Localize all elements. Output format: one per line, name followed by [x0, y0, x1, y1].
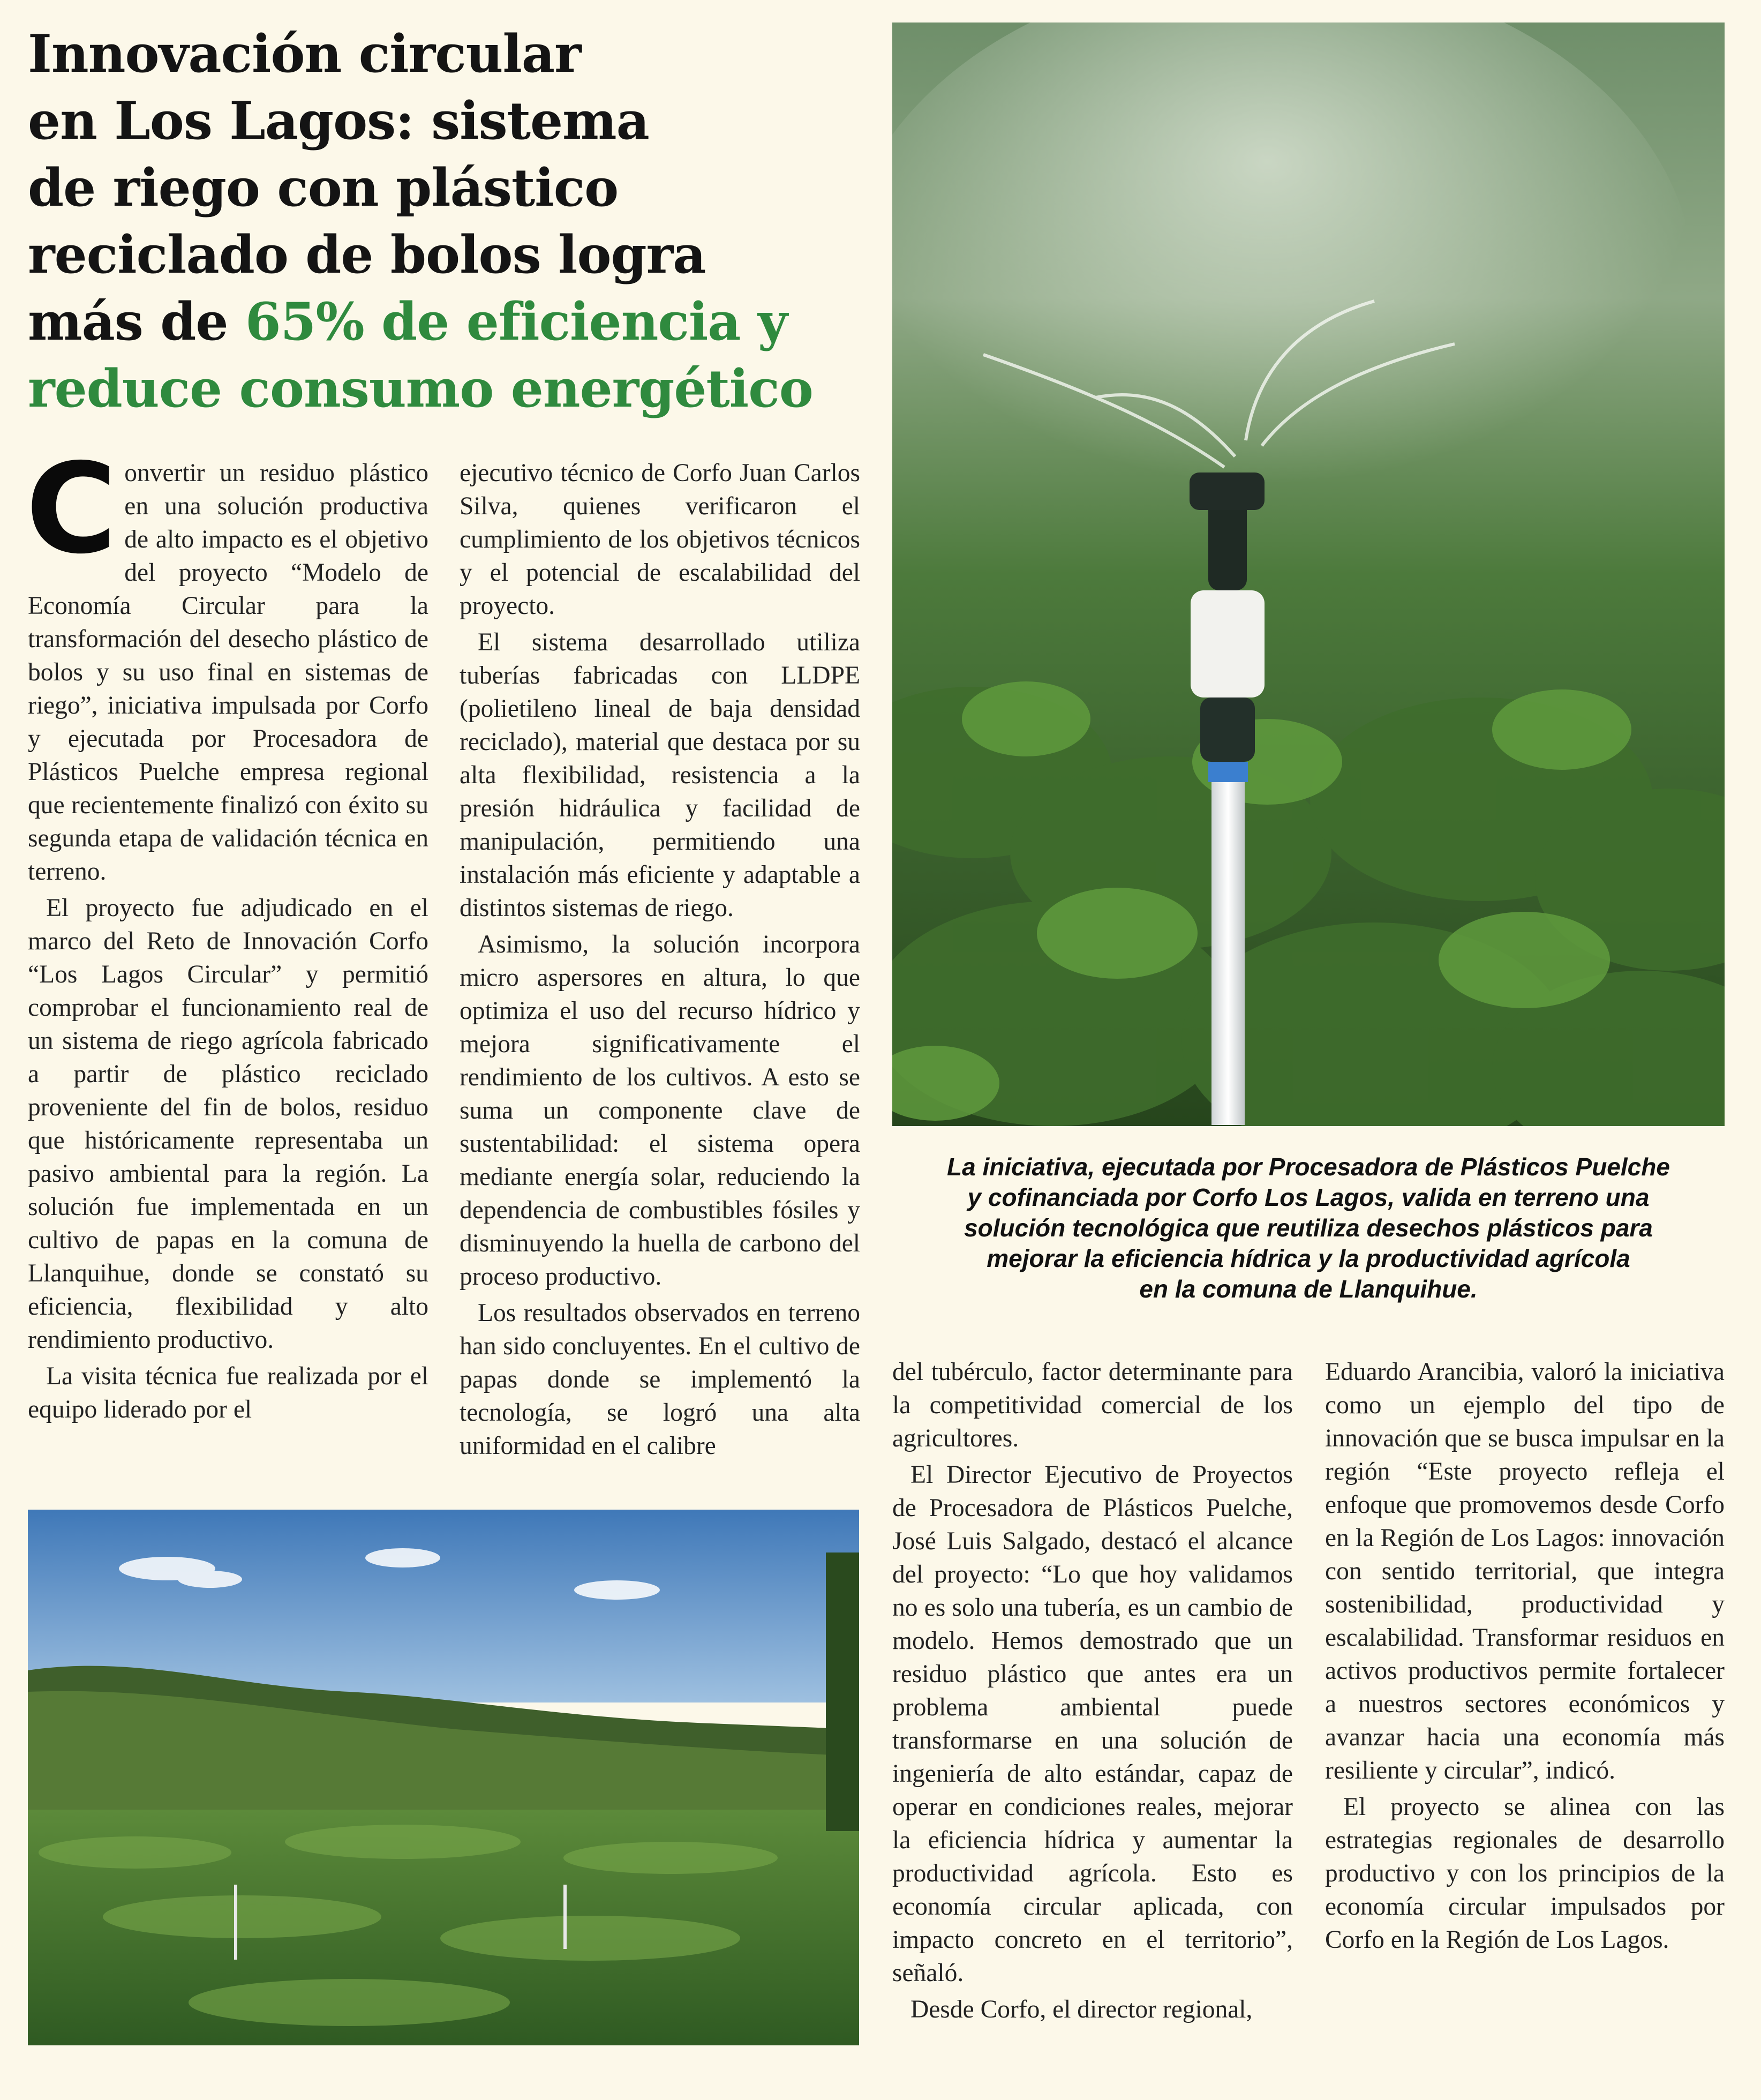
caption-line: en la comuna de Llanquihue.: [1139, 1275, 1478, 1303]
headline-line: Innovación circular: [28, 24, 581, 84]
caption-line: mejorar la eficiencia hídrica y la productividad agrícola: [987, 1244, 1630, 1272]
article-paragraph: Los resultados observados en terreno han sido concluyentes. En el cultivo de papas donde se implementó la tecnología, se logró una alta uniformidad en el calibre: [460, 1299, 860, 1460]
headline-highlight: reduce consumo energético: [28, 358, 813, 419]
article-paragraph: La visita técnica fue realizada por el equipo liderado por el: [28, 1362, 428, 1423]
article-paragraph: El sistema desarrollado utiliza tuberías fabricadas con LLDPE (polietileno lineal de baja densidad reciclado), material que destaca por su alta flexibilidad, resistencia a la presión hidráulica y facilidad de manipulación, permitiendo una instalación más eficiente y adaptable a distintos sistemas de riego.: [460, 628, 860, 922]
article-column-3: [892, 1355, 1293, 2029]
caption-line: solución tecnológica que reutiliza desechos plásticos para: [964, 1214, 1653, 1242]
article-column-1: [26, 437, 428, 1429]
headline: [28, 20, 879, 422]
article-paragraph: Asimismo, la solución incorpora micro aspersores en altura, lo que optimiza el uso del recurso hídrico y mejora significativamente el rendimiento de los cultivos. A esto se suma un componente clave de sustentabilidad: el sistema opera mediante energía solar, reduciendo la dependencia de combustibles fósiles y disminuyendo la huella de carbono del proceso productivo.: [460, 931, 860, 1291]
caption-line: y cofinanciada por Corfo Los Lagos, valida en terreno una: [967, 1183, 1650, 1211]
headline-highlight: 65% de eficiencia y: [245, 291, 787, 352]
field-photo: [28, 1510, 859, 2045]
sprinkler-photo: [892, 22, 1725, 1126]
article-column-4: [1325, 1355, 1725, 1960]
headline-line: reciclado de bolos logra: [28, 224, 706, 285]
paragraph-text: onvertir un residuo plástico en una solución productiva de alto impacto es el objetivo del proyecto “Modelo de Economía Circular para la transformación del desecho plástico de bolos y su uso final en sistemas de riego”, iniciativa impulsada por Corfo y ejecutada por Procesadora de Plásticos Puelche empresa regional que recientemente finalizó con éxito su segunda etapa de validación técnica en terreno.: [28, 459, 428, 886]
article-paragraph: El proyecto se alinea con las estrategias regionales de desarrollo productivo y con los principios de la economía circular impulsados por Corfo en la Región de Los Lagos.: [1325, 1793, 1725, 1954]
article-paragraph: Desde Corfo, el director regional,: [910, 1996, 1253, 2023]
article-paragraph: ejecutivo técnico de Corfo Juan Carlos Silva, quienes verificaron el cumplimiento de los objetivos técnicos y el potencial de escalabilidad del proyecto.: [460, 459, 860, 620]
article-paragraph: del tubérculo, factor determinante para la competitividad comercial de los agricultores.: [892, 1358, 1293, 1452]
article-paragraph: El Director Ejecutivo de Proyectos de Procesadora de Plásticos Puelche, José Luis Salgado, destacó el alcance del proyecto: “Lo que hoy validamos no es solo una tubería, es un cambio de modelo. Hemos demostrado que un residuo plástico que antes era un problema ambiental puede transformarse en una solución de ingeniería de alto estándar, capaz de operar en condiciones reales, mejorar la eficiencia hídrica y aumentar la productividad agrícola. Esto es economía circular aplicada, con impacto concreto en el territorio”, señaló.: [892, 1461, 1293, 1987]
article-paragraph: Eduardo Arancibia, valoró la iniciativa como un ejemplo del tipo de innovación que se busca impulsar en la región “Este proyecto refleja el enfoque que promovemos desde Corfo en la Región de Los Lagos: innovación con sentido territorial, que integra sostenibilidad, productividad y escalabilidad. Transformar residuos en activos productivos permite fortalecer a nuestros sectores económicos y avanzar hacia una economía más resiliente y circular”, indicó.: [1325, 1358, 1725, 1784]
drop-cap: C: [26, 437, 117, 581]
headline-line: en Los Lagos: sistema: [28, 91, 649, 151]
headline-line: de riego con plástico: [28, 158, 619, 218]
caption-line: La iniciativa, ejecutada por Procesadora de Plásticos Puelche: [947, 1153, 1670, 1181]
article-paragraph: [26, 437, 428, 888]
article-paragraph: El proyecto fue adjudicado en el marco del Reto de Innovación Corfo “Los Lagos Circular” y permitió comprobar el funcionamiento real de un sistema de riego agrícola fabricado a partir de plástico reciclado proveniente del fin de bolos, residuo que históricamente representaba un pasivo ambiental para la región. La solución fue implementada en un cultivo de papas en la comuna de Llanquihue, donde se constató su eficiencia, flexibilidad y alto rendimiento productivo.: [28, 894, 428, 1354]
article-column-2: [460, 456, 860, 1466]
headline-line: más de: [28, 291, 245, 352]
photo-caption: [892, 1152, 1725, 1304]
